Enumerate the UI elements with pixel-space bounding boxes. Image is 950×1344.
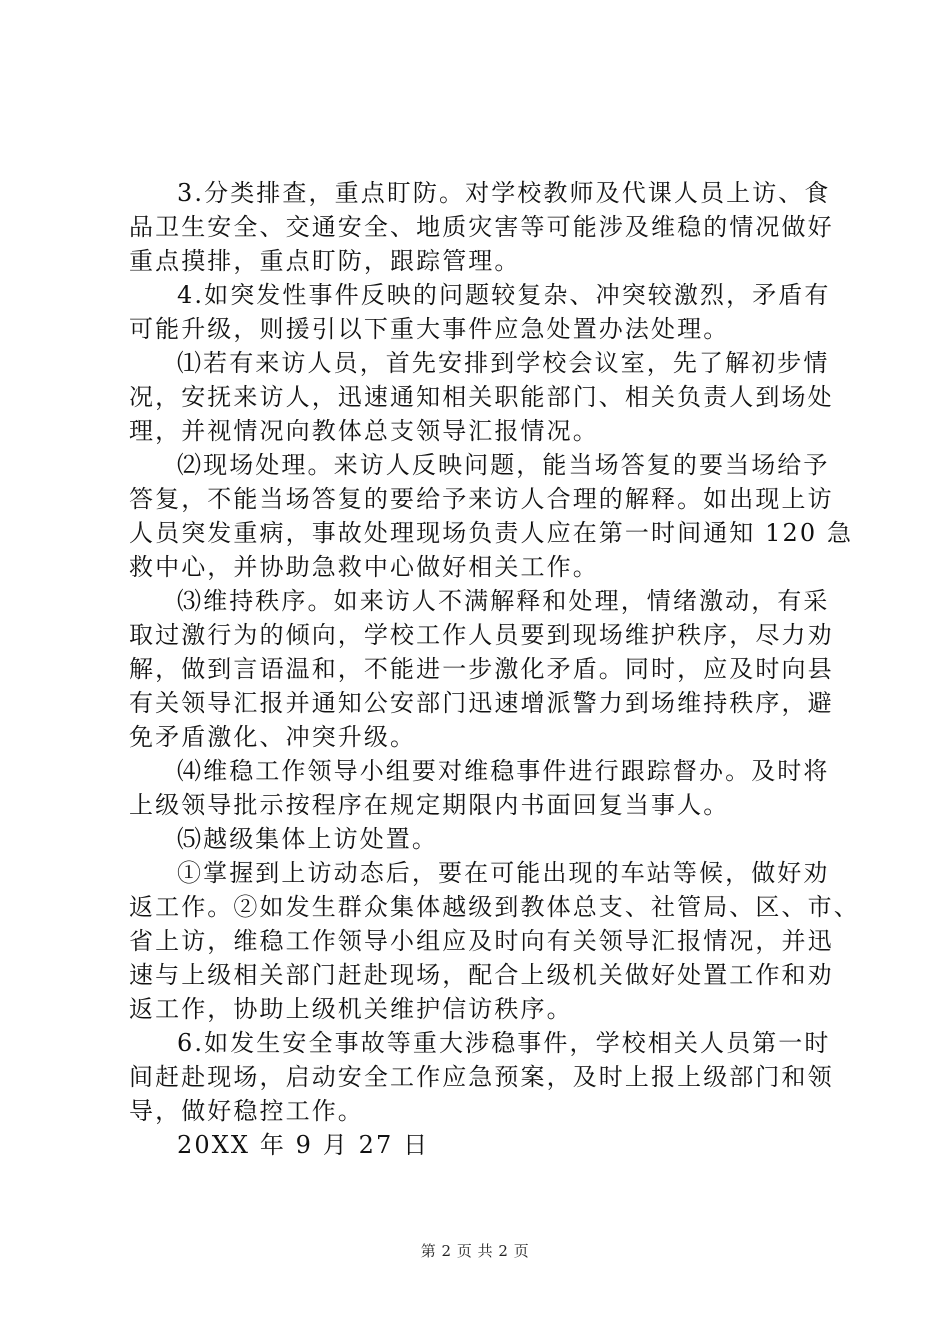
text-line: 导，做好稳控工作。 <box>129 1097 364 1125</box>
text-line: 3.分类排查，重点盯防。对学校教师及代课人员上访、食 <box>177 179 831 207</box>
text-line: ⑶维持秩序。如来访人不满解释和处理，情绪激动，有采 <box>177 587 830 615</box>
text-line: 返工作。②如发生群众集体越级到教体总支、社管局、区、市、 <box>129 893 860 921</box>
text-line: 可能升级，则援引以下重大事件应急处置办法处理。 <box>129 315 730 343</box>
text-line: 答复，不能当场答复的要给予来访人合理的解释。如出现上访 <box>129 485 834 513</box>
page-number-footer: 第 2 页 共 2 页 <box>420 1242 530 1260</box>
text-line: 重点摸排，重点盯防，跟踪管理。 <box>129 247 521 275</box>
text-line: 免矛盾激化、冲突升级。 <box>129 723 417 751</box>
text-line: 返工作，协助上级机关维护信访秩序。 <box>129 995 573 1023</box>
text-line: 理，并视情况向教体总支领导汇报情况。 <box>129 417 599 445</box>
text-line: 有关领导汇报并通知公安部门迅速增派警力到场维持秩序，避 <box>129 689 834 717</box>
document-body <box>129 176 860 1162</box>
text-line: 6.如发生安全事故等重大涉稳事件，学校相关人员第一时 <box>177 1029 831 1057</box>
text-line: 品卫生安全、交通安全、地质灾害等可能涉及维稳的情况做好 <box>129 213 834 241</box>
text-line: 4.如突发性事件反映的问题较复杂、冲突较激烈，矛盾有 <box>177 281 831 309</box>
text-line: ⑵现场处理。来访人反映问题，能当场答复的要当场给予 <box>177 451 830 479</box>
text-line: 况，安抚来访人，迅速通知相关职能部门、相关负责人到场处 <box>129 383 834 411</box>
text-line: 解，做到言语温和，不能进一步激化矛盾。同时，应及时向县 <box>129 655 834 683</box>
text-line: 人员突发重病，事故处理现场负责人应在第一时间通知 120 急 <box>129 519 854 547</box>
text-line: 速与上级相关部门赶赴现场，配合上级机关做好处置工作和劝 <box>129 961 834 989</box>
text-line: 间赶赴现场，启动安全工作应急预案，及时上报上级部门和领 <box>129 1063 834 1091</box>
text-line: ①掌握到上访动态后，要在可能出现的车站等候，做好劝 <box>177 859 830 887</box>
text-line: 省上访，维稳工作领导小组应及时向有关领导汇报情况，并迅 <box>129 927 834 955</box>
text-line: ⑸越级集体上访处置。 <box>177 825 438 853</box>
text-line: 救中心，并协助急救中心做好相关工作。 <box>129 553 599 581</box>
text-line: ⑴若有来访人员，首先安排到学校会议室，先了解初步情 <box>177 349 830 377</box>
text-line: 取过激行为的倾向，学校工作人员要到现场维护秩序，尽力劝 <box>129 621 834 649</box>
text-line: 20XX 年 9 月 27 日 <box>177 1131 430 1159</box>
text-line: ⑷维稳工作领导小组要对维稳事件进行跟踪督办。及时将 <box>177 757 830 785</box>
text-line: 上级领导批示按程序在规定期限内书面回复当事人。 <box>129 791 730 819</box>
